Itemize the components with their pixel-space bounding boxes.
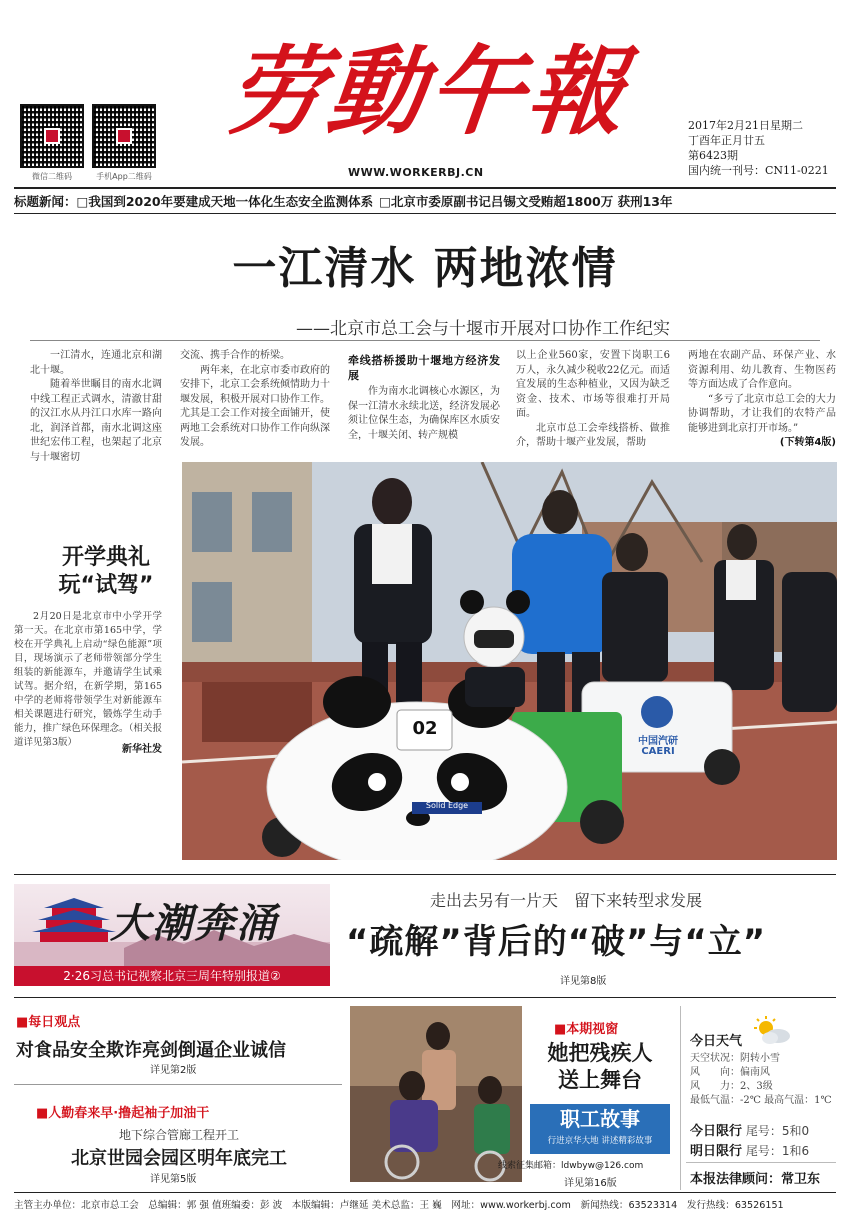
tide-kicker: 走出去另有一片天 留下来转型求发展	[430, 891, 703, 910]
issue-number: 第6423期	[688, 149, 738, 162]
weather-title: 今日天气	[690, 1034, 743, 1049]
feature-email[interactable]: 线索征集邮箱：ldwbyw@126.com	[498, 1161, 644, 1171]
qr-app[interactable]	[92, 104, 156, 168]
photo-credit: 新华社发	[122, 744, 162, 755]
masthead-rule	[14, 187, 836, 189]
footer-info: 主管主办单位：北京市总工会 总编辑：郭 强 值班编委：彭 波 本版编辑：卢继延 美术总监：王 巍 网址：www.workerbj.com 新闻热线：63523314 发行热线：63526151	[14, 1200, 784, 1211]
daily-view-title[interactable]: 对食品安全欺诈亮剑倒逼企业诚信	[16, 1040, 286, 1061]
spring-work-see[interactable]: 详见第5版	[150, 1174, 197, 1185]
traffic-tomorrow	[690, 1140, 840, 1159]
right-column-rule	[680, 1006, 681, 1190]
car2-sub: CAERI	[641, 746, 675, 757]
traffic-tomorrow-label: 明日限行	[690, 1144, 743, 1159]
lead-col-1: 一江清水，连通北京和湖北十堰。 随着举世瞩目的南水北调中线工程正式调水，清澈甘甜的汉江水从丹江口水库一路向北，润泽首都，南水北调这座世纪宏伟工程，也架起了北京与十堰密切	[30, 350, 162, 463]
traffic-tomorrow-value: 尾号：1和6	[745, 1144, 810, 1158]
lead-col-3: 牵线搭桥援助十堰地方经济发展 作为南水北调核心水源区，为保一江清水永续北送，经济发展必须让位保生态，为确保库区水质安全，十堰关闭、转产规模	[348, 354, 500, 441]
lead-col-4: 以上企业560家，安置下岗职工6万人，永久减少税收22亿元。而适宜发展的生态种植业，又因为缺乏资金、技术、市场等很难打开局面。 北京市总工会牵线搭桥、做推介，帮助十堰产业发展，帮助	[516, 350, 670, 448]
headline-bar-rule	[14, 213, 836, 214]
subtitle-rule	[30, 340, 820, 341]
car-number: 02	[412, 718, 438, 739]
story-box[interactable]	[530, 1104, 670, 1154]
footer-rule	[14, 1192, 836, 1193]
lead-col-3-heading: 牵线搭桥援助十堰地方经济发展	[348, 354, 500, 382]
tide-headline[interactable]: “疏解”背后的“破”与“立”	[346, 922, 767, 962]
lunar-date: 丁酉年正月廿五	[688, 134, 765, 147]
feature-title[interactable]: 她把残疾人 送上舞台	[547, 1041, 653, 1092]
lead-photo-illustration	[182, 462, 837, 860]
spring-work-title[interactable]: 北京世园会园区明年底完工	[71, 1148, 287, 1169]
feature-photo	[350, 1006, 522, 1182]
weather-details: 天空状况：阴转小雪 风 向：偏南风 风 力：2、3级 最低气温：-2℃ 最高气温：1℃	[690, 1053, 832, 1106]
car2-brand: 中国汽研	[638, 736, 678, 747]
tide-banner-graphic	[14, 884, 330, 968]
lead-story-title[interactable]: 一江清水 两地浓情	[232, 243, 618, 294]
feature-tag: ■本期视窗	[554, 1022, 619, 1037]
story-box-title: 职工故事	[560, 1107, 640, 1131]
continued-note[interactable]: (下转第4版)	[779, 437, 836, 448]
lead-photo	[182, 462, 837, 860]
traffic-today-value: 尾号：5和0	[745, 1124, 810, 1138]
photo-story-body: 2月20日是北京市中小学开学第一天。在北京市第165中学，学校在开学典礼上启动“绿色能源”项目，现场演示了老师带领部分学生组装的新能源车，并邀请学生试乘试驾。据介绍，在新学期，第165中学的老师将带领学生对新能源车相关课题进行研究，锻炼学生动手能力，推广绿色环保理念。（相关报道详见第3版）	[14, 611, 162, 748]
photo-story-title[interactable]: 开学典礼 玩“试驾”	[58, 545, 154, 598]
legal-rule	[686, 1162, 836, 1163]
masthead-url[interactable]: WWW.WORKERBJ.CN	[348, 166, 484, 179]
headline-news-label: 标题新闻：	[14, 194, 77, 209]
car-brand: Solid Edge	[425, 801, 469, 810]
qr-wechat-label: 微信二维码	[32, 172, 72, 181]
legal-advisor: 本报法律顾问：常卫东	[690, 1172, 821, 1187]
bottom-left-rule	[14, 1084, 342, 1085]
tide-see[interactable]: 详见第8版	[560, 976, 607, 987]
spring-work-tag: ■人勤春来早·撸起袖子加油干	[36, 1106, 210, 1121]
headline-news-item-2[interactable]: □北京市委原副书记吕锡文受贿超1800万 获刑13年	[379, 194, 673, 209]
photo-rule	[14, 874, 836, 875]
qr-app-label: 手机App二维码	[96, 172, 152, 181]
tide-caption[interactable]: 2·26习总书记视察北京三周年特别报道②	[14, 966, 330, 986]
daily-view-tag: ■每日观点	[16, 1015, 81, 1030]
daily-view-see[interactable]: 详见第2版	[150, 1065, 197, 1076]
traffic-today-label: 今日限行	[690, 1124, 743, 1139]
traffic-today	[690, 1120, 840, 1139]
headline-news-item-1[interactable]: □我国到2020年要建成天地一体化生态安全监测体系	[76, 194, 374, 209]
cn-number: 国内统一刊号：CN11-0221	[688, 164, 829, 177]
headline-news-bar	[14, 192, 836, 210]
masthead-info	[688, 118, 829, 178]
lead-story-subtitle: ——北京市总工会与十堰市开展对口协作工作纪实	[296, 319, 670, 339]
issue-date: 2017年2月21日星期二	[688, 119, 803, 132]
story-box-sub: 行进京华大地 讲述精彩故事	[547, 1136, 653, 1146]
masthead-title: 劳動午報	[222, 35, 634, 148]
qr-wechat[interactable]	[20, 104, 84, 168]
feature-see[interactable]: 详见第16版	[564, 1178, 617, 1189]
feature-photo-illustration	[350, 1006, 522, 1182]
tide-calligraphy: 大潮奔涌	[110, 900, 278, 947]
lead-col-2: 交流、携手合作的桥梁。 两年来，在北京市委市政府的安排下，北京工会系统倾情助力十堰发展，积极开展对口协作工作。尤其是工会工作对接全面铺开，使两地工会系统对口协作工作向纵深发展。	[180, 350, 330, 448]
sun-cloud-icon	[752, 1016, 792, 1046]
tide-rule	[14, 997, 836, 998]
spring-work-kicker: 地下综合管廊工程开工	[118, 1128, 239, 1142]
lead-col-5: 两地在农副产品、环保产业、水资源利用、幼儿教育、生物医药等方面达成了合作意向。 “多亏了北京市总工会的大力协调帮助，才让我们的农特产品能够进到北京打开市场。” (下转第4版)	[688, 349, 836, 451]
